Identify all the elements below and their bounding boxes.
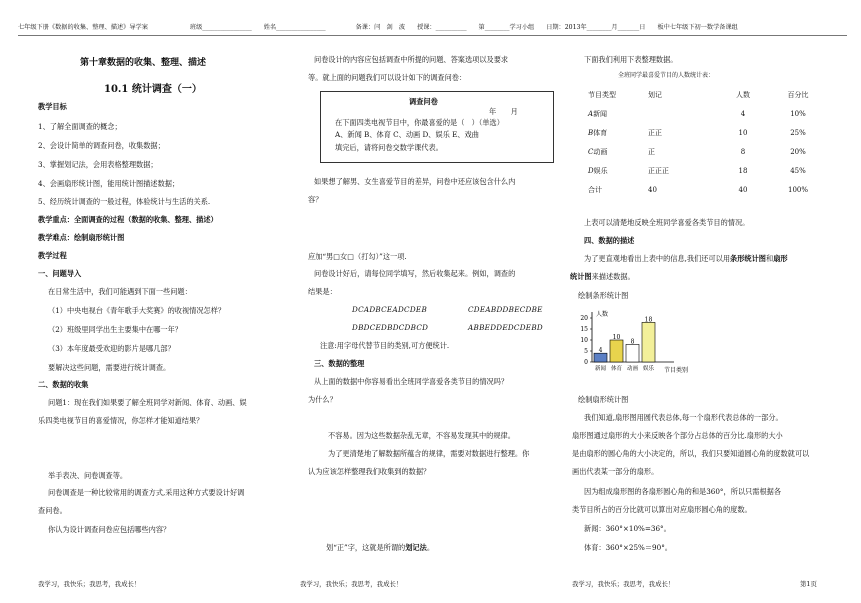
goal-item: 3、掌握划记法，会用表格整理数据；: [38, 160, 158, 169]
difficult-point: 教学难点：绘制扇形统计图: [38, 233, 125, 242]
bar-chart: [568, 306, 728, 386]
section3-question: 为什么？: [308, 395, 337, 404]
class-field: 班级________________: [189, 24, 252, 31]
chapter-title: 第十章数据的收集、整理、描述: [80, 58, 207, 68]
tally-method-text: 划“正”字，这就是所谓的划记法。: [326, 543, 435, 552]
section3-need: 认为应该怎样整理我们收集到的数据？: [308, 467, 431, 476]
goal-item: 5、经历统计调查的一般过程，体验统计与生活的关系.: [38, 197, 211, 206]
date-field: 日期：2013年________月_______日: [546, 24, 646, 31]
bar-value-label: 8: [630, 338, 635, 346]
middle-column: [300, 48, 562, 578]
y-tick-label: 5: [584, 348, 588, 355]
gender-question: 如果想了解男、女生喜爱节目的差异，问卷中还应该包含什么内: [314, 177, 516, 186]
result-string: DBDCEDBDCDBCD: [352, 323, 429, 332]
footer-right: 我学习，我快乐；我思考，我成长！: [572, 580, 675, 588]
section2-heading: 二、数据的收集: [38, 380, 89, 389]
goal-item: 2、会设计简单的调查问卷，收集数据；: [38, 141, 165, 150]
bar-value-label: 18: [644, 316, 653, 324]
questionnaire-box: [320, 91, 554, 163]
tally-term: 划记法: [405, 543, 427, 552]
survey-text: 查问卷。: [38, 506, 67, 515]
bar: [626, 344, 639, 362]
table-total-row: 合计 40 40 100%: [588, 186, 808, 195]
collect-text: 问卷设计好后，请每位同学填写，然后收集起来。例如，调查的: [314, 269, 516, 278]
result-string: CDEABDDBECDBE: [468, 305, 543, 314]
gender-answer: 应加“男□女□（打勾）”这一项.: [308, 252, 407, 261]
intro-line: 等。就上面的问题我们可以设计如下的调查问卷：: [308, 73, 467, 82]
section1-question: （3）本年度最受欢迎的影片是哪几部？: [48, 344, 175, 353]
section4-text: 为了更直观地看出上表中的信息,我们还可以用条形统计图和扇形: [584, 254, 788, 263]
pie-paragraph: 扇形图通过扇形的大小来反映各个部分占总体的百分比.扇形的大小: [572, 431, 783, 440]
gender-question: 容？: [308, 195, 323, 204]
problem1-line: 问题1：现在我们如果要了解全班同学对新闻、体育、动画、娱: [48, 398, 247, 407]
bar: [642, 322, 655, 362]
intro-line: 问卷设计的内容应包括调查中所提的问题、答案选项以及要求: [314, 55, 509, 64]
table-row: C动画 正 8 20%: [588, 143, 828, 162]
questionnaire-instruction: 填完后，请将问卷交数学课代表。: [335, 143, 443, 152]
page-header: [18, 24, 848, 31]
results-note: 注意:用字母代替节目的类别,可方便统计.: [320, 341, 450, 350]
column-header: 人数: [736, 91, 750, 100]
y-tick-label: 15: [580, 326, 588, 333]
tally-cell: 正正: [648, 129, 662, 138]
angle-calculation: 体育：360°×25%＝90°。: [584, 543, 672, 552]
methods-text: 举手表决、问卷调查等。: [48, 471, 128, 480]
right-column: [568, 48, 843, 578]
key-point: 教学重点：全面调查的过程（数据的收集、整理、描述）: [38, 215, 218, 224]
column-header: 划记: [648, 91, 662, 100]
section4-heading: 四、数据的描述: [584, 236, 635, 245]
y-tick-label: 10: [580, 337, 588, 344]
table-note: 上表可以清楚地反映全班同学喜爱各类节目的情况。: [584, 218, 750, 227]
table-row: A新闻 4 10%: [588, 105, 828, 124]
group-name: 板中七年级下初一数学备课组: [657, 24, 738, 31]
section-title: 10.1 统计调查（一）: [104, 84, 202, 95]
tally-cell: 正: [648, 148, 655, 157]
group-field: 第________学习小组: [478, 24, 535, 31]
bar-value-label: 10: [612, 334, 621, 341]
section3-question: 从上面的数据中你容易看出全班同学喜爱各类节目的情况吗？: [314, 377, 509, 386]
right-intro: 下面我们利用下表整理数据。: [584, 55, 678, 64]
category-label: 体育: [610, 366, 623, 372]
column-header: 节目类型: [588, 91, 616, 100]
page-number: 第1页: [800, 580, 817, 588]
section1-heading: 一、问题导入: [38, 269, 82, 278]
category-label: 动画: [626, 366, 639, 372]
category-label: 娱乐: [642, 366, 655, 372]
bar: [594, 353, 607, 362]
section3-heading: 三、数据的整理: [314, 359, 365, 368]
table-header-row: [588, 86, 828, 105]
teach-field: 授课：__________: [417, 24, 467, 31]
bar-value-label: 4: [598, 347, 603, 355]
book-title: 七年级下册《数据的收集、整理、描述》导学案: [18, 24, 148, 31]
column-header: 百分比: [787, 91, 809, 100]
pie-caption: 绘制扇形统计图: [578, 395, 629, 404]
name-field: 姓名________________: [263, 24, 326, 31]
pie-paragraph: 因为组成扇形图的各扇形圆心角的和是360°，所以只需根据各: [584, 487, 782, 496]
section1-question: （1）中央电视台《青年歌手大奖赛》的收视情况怎样？: [48, 306, 226, 315]
design-question: 你认为设计调查问卷应包括哪些内容？: [48, 525, 171, 534]
pie-paragraph: 画出代表某一部分的扇形。: [572, 467, 659, 476]
section1-question: （2）班级里同学出生主要集中在哪一年？: [48, 325, 182, 334]
table-row: B体育 正正 10 25%: [588, 124, 828, 143]
questionnaire-date: 年 月: [489, 107, 518, 116]
table-title: 全班同学最喜爱节目的人数统计表：: [618, 72, 715, 79]
y-tick-label: 0: [584, 359, 588, 366]
pie-paragraph: 我们知道,扇形图用圆代表总体,每一个扇形代表总体的一部分。: [584, 413, 783, 422]
footer-left: 我学习，我快乐；我思考，我成长！: [38, 580, 141, 588]
problem1-line: 乐四类电视节目的喜爱情况，你怎样才能知道结果？: [38, 416, 204, 425]
section1-intro: 在日常生活中，我们可能遇到下面一些问题：: [48, 287, 192, 296]
collect-text: 结果是：: [308, 287, 337, 296]
angle-calculation: 新闻：360°×10%=36°。: [584, 524, 671, 533]
result-string: ABBEDDEDCDEBD: [468, 323, 543, 332]
bar: [610, 340, 623, 362]
footer-middle: 我学习，我快乐；我思考，我成长！: [300, 580, 403, 588]
result-string: DCADBCEADCDEB: [352, 305, 428, 314]
section1-outro: 要解决这些问题，需要进行统计调查。: [48, 363, 171, 372]
y-axis-label: 人数: [596, 311, 609, 318]
tally-cell: [648, 105, 718, 124]
questionnaire-options: A、新闻 B、体育 C、动画 D、娱乐 E、戏曲: [335, 130, 479, 139]
section4-text: 统计图来描述数据。: [570, 272, 635, 281]
left-column: [18, 48, 288, 578]
y-tick-label: 20: [580, 315, 588, 322]
questionnaire-question: 在下面四类电视节目中，你最喜爱的是（ ）（单选）: [335, 118, 504, 127]
goals-heading: 教学目标: [38, 102, 67, 111]
pie-paragraph: 是由扇形的圆心角的大小决定的，所以，我们只要知道圆心角的度数就可以: [572, 449, 810, 458]
tally-table: [588, 86, 828, 200]
pie-paragraph: 类节目所占的百分比就可以算出对应扇形圆心角的度数。: [572, 505, 752, 514]
x-axis-label: 节目类别: [664, 367, 689, 374]
questionnaire-title: 调查问卷: [409, 97, 438, 106]
header-rule: [18, 35, 847, 36]
section3-answer: 不容易。因为这些数据杂乱无章，不容易发现其中的规律。: [328, 431, 515, 440]
bar-chart-caption: 绘制条形统计图: [578, 291, 629, 300]
section3-need: 为了更清楚地了解数据所蕴含的规律，需要对数据进行整理。你: [328, 449, 530, 458]
goal-item: 1、了解全面调查的概念；: [38, 122, 122, 131]
table-row: D娱乐 正正正 18 45%: [588, 162, 828, 181]
process-heading: 教学过程: [38, 251, 67, 260]
category-label: 新闻: [594, 366, 607, 372]
goal-item: 4、会画扇形统计图，能用统计图描述数据；: [38, 179, 180, 188]
tally-cell: 正正正: [648, 167, 669, 176]
prep-field: 备课：闫 剑 波: [355, 24, 406, 31]
survey-text: 问卷调查是一种比较常用的调查方式,采用这种方式要设计好调: [48, 488, 245, 497]
